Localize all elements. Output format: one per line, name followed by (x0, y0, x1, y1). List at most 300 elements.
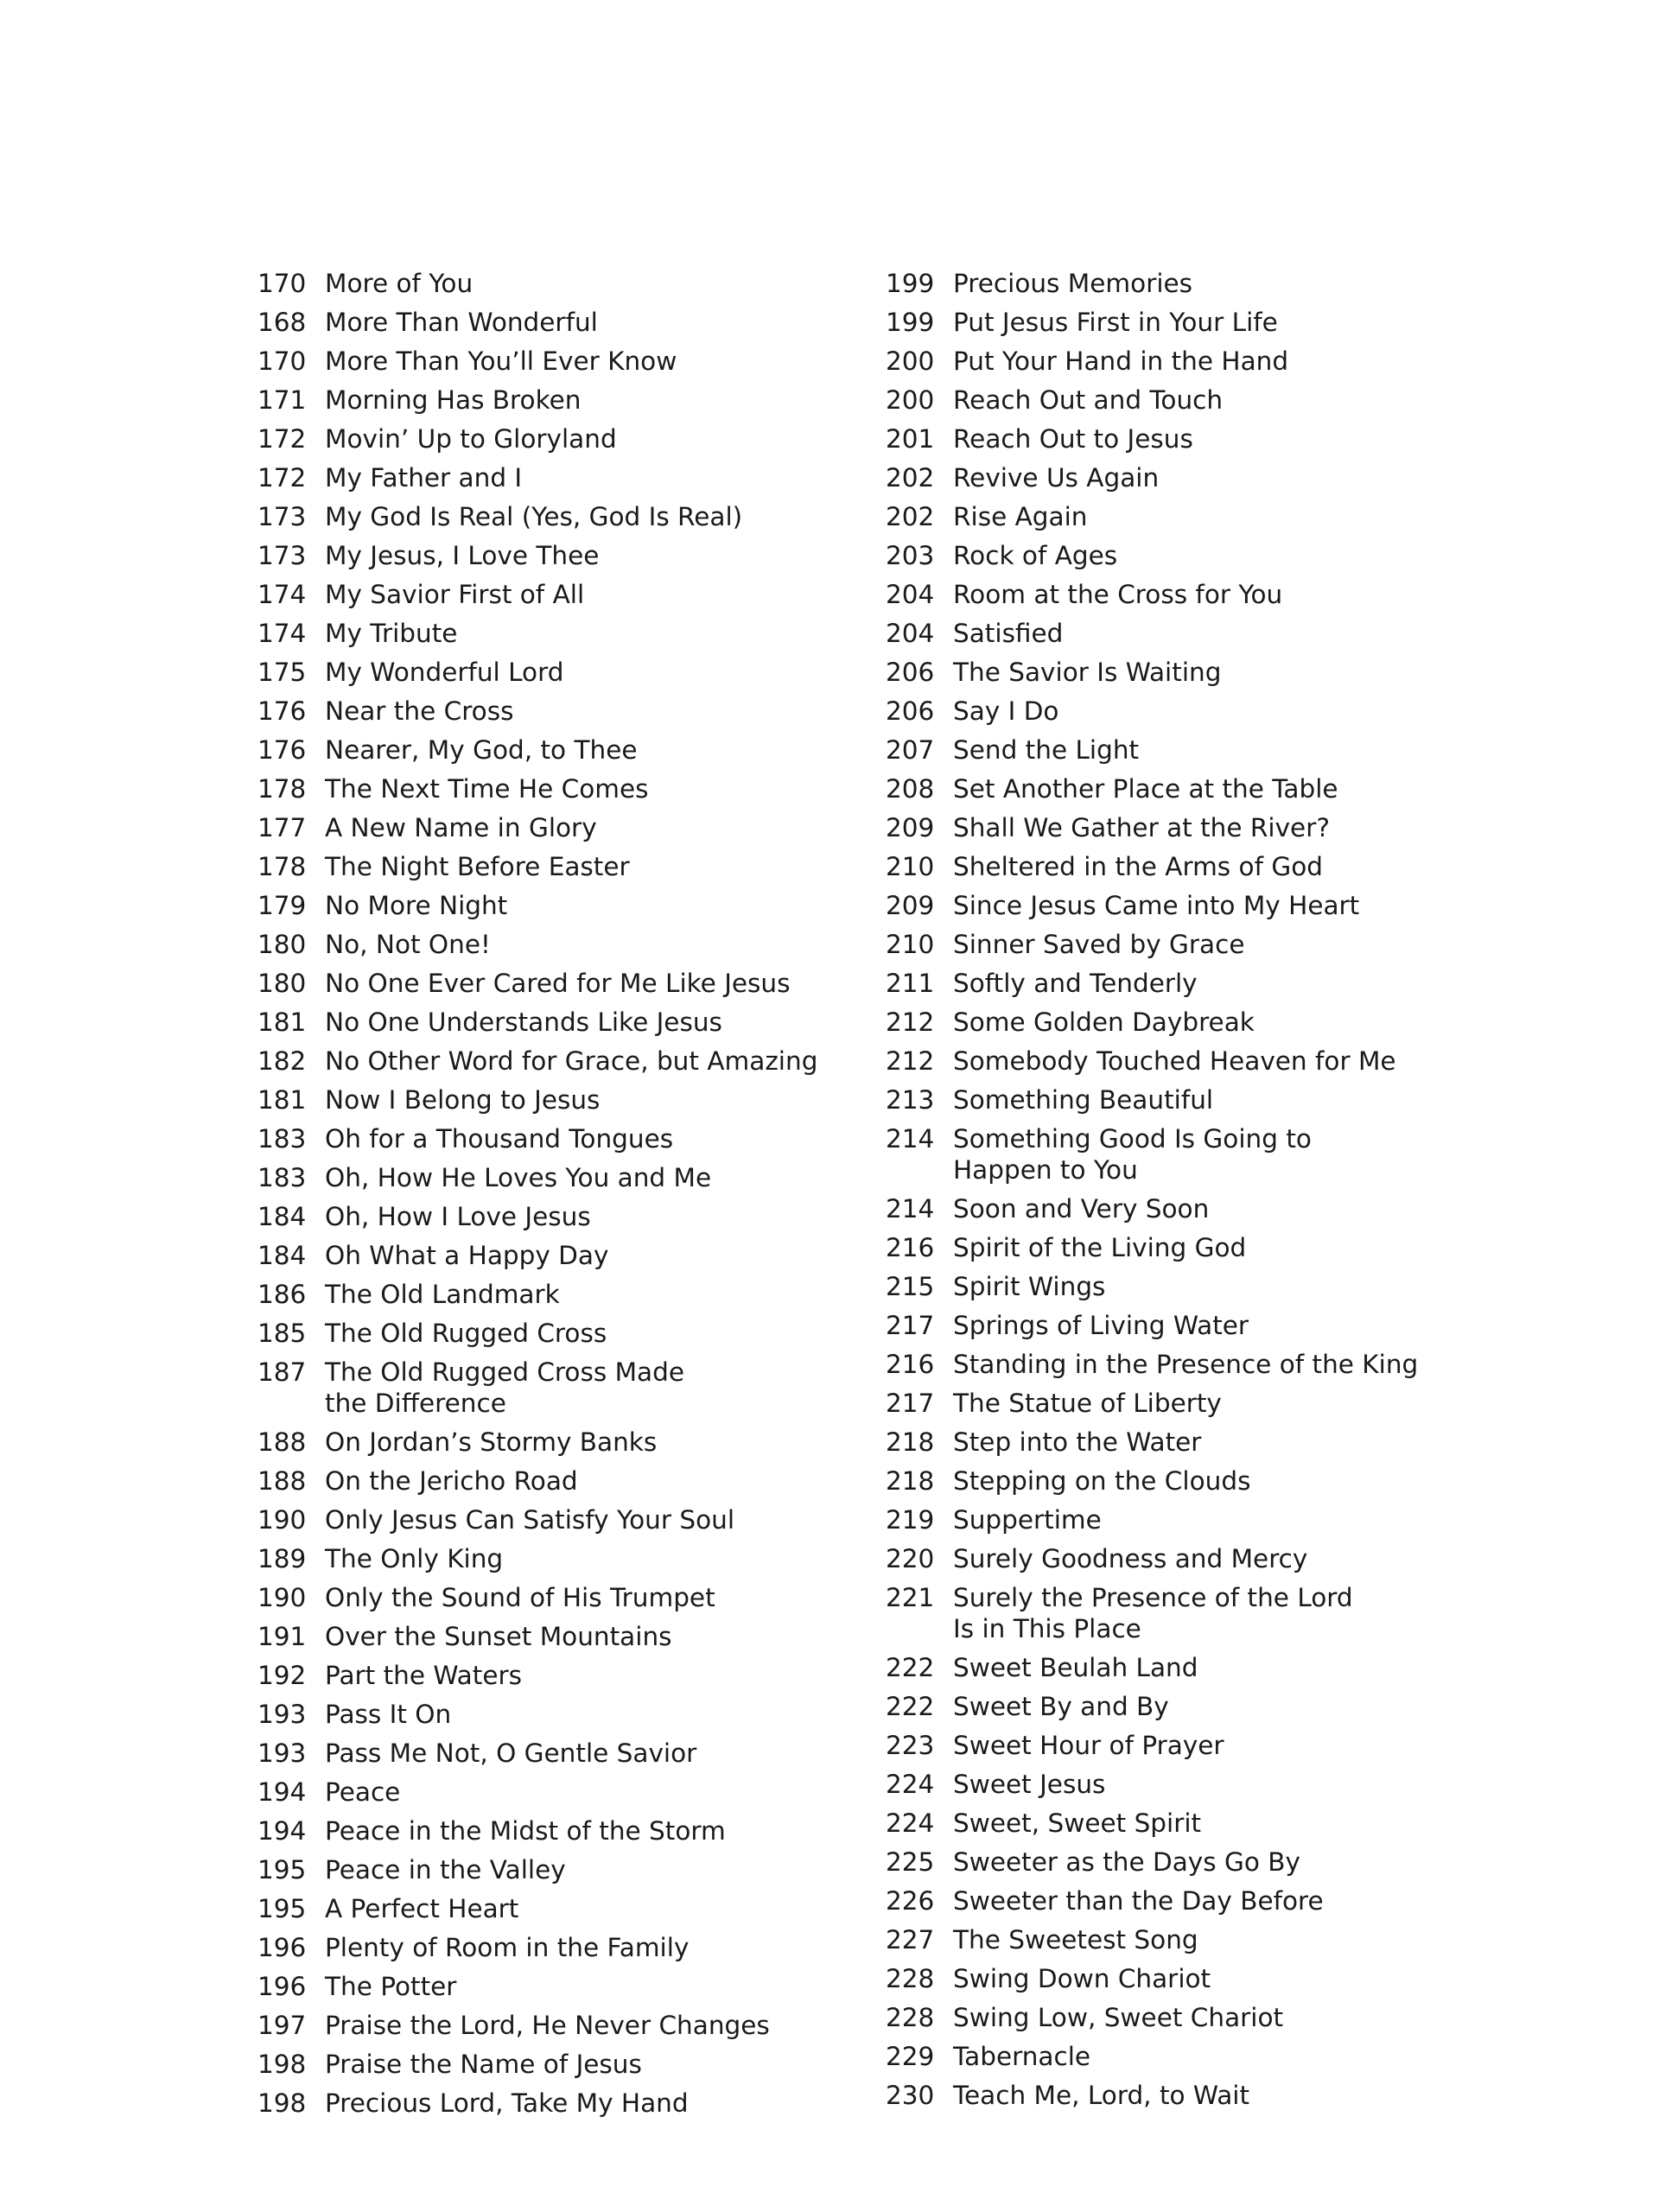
entry-page-number: 214 (886, 1124, 935, 1154)
index-entry (886, 1769, 1542, 1800)
entry-song-title (325, 968, 914, 999)
entry-page-number: 177 (257, 813, 307, 842)
entry-title-line: Room at the Cross for You (953, 580, 1283, 609)
entry-page-number: 226 (886, 1886, 935, 1916)
index-entry (886, 851, 1542, 882)
entry-page-number: 186 (257, 1280, 307, 1309)
entry-song-title (325, 1660, 914, 1691)
entry-title-line: The Potter (325, 1972, 457, 2001)
entry-title-line: Some Golden Daybreak (953, 1007, 1255, 1037)
entry-title-line: The Sweetest Song (953, 1925, 1198, 1955)
entry-song-title (953, 1232, 1542, 1263)
entry-song-title (953, 1465, 1542, 1497)
entry-page-number: 202 (886, 463, 935, 493)
index-entry (257, 1621, 914, 1652)
entry-page-number: 215 (886, 1272, 935, 1301)
entry-title-line: The Only King (325, 1544, 504, 1573)
index-entry (257, 540, 914, 571)
entry-song-title (953, 1808, 1542, 1839)
index-entry (886, 890, 1542, 921)
index-entry (257, 579, 914, 610)
entry-song-title (953, 1769, 1542, 1800)
index-entry (886, 1388, 1542, 1419)
index-entry (257, 851, 914, 882)
entry-title-line: Satisfied (953, 619, 1064, 648)
index-entry (257, 1357, 914, 1419)
entry-page-number: 172 (257, 424, 307, 454)
index-entry (257, 696, 914, 727)
entry-page-number: 228 (886, 1964, 935, 1993)
index-entry (886, 1504, 1542, 1535)
entry-song-title (953, 968, 1542, 999)
entry-song-title (325, 1240, 914, 1271)
index-entry (257, 1504, 914, 1535)
entry-song-title (953, 1730, 1542, 1761)
entry-song-title (325, 1427, 914, 1458)
index-entry (886, 1007, 1542, 1038)
entry-page-number: 203 (886, 541, 935, 570)
index-entry (257, 1279, 914, 1310)
entry-song-title (325, 540, 914, 571)
entry-song-title (953, 1046, 1542, 1077)
entry-title-line: No, Not One! (325, 930, 491, 959)
entry-song-title (953, 1963, 1542, 1994)
entry-song-title (325, 734, 914, 766)
entry-song-title (953, 579, 1542, 610)
entry-song-title (953, 1847, 1542, 1878)
entry-title-line: Tabernacle (953, 2042, 1091, 2071)
entry-page-number: 181 (257, 1007, 307, 1037)
entry-song-title (325, 1201, 914, 1232)
index-entry (257, 1543, 914, 1574)
entry-title-line: Peace in the Valley (325, 1855, 566, 1885)
entry-title-line: Send the Light (953, 735, 1140, 765)
index-entry (886, 657, 1542, 688)
entry-song-title (325, 501, 914, 532)
entry-song-title (325, 2010, 914, 2041)
entry-page-number: 193 (257, 1738, 307, 1768)
index-entry (886, 1427, 1542, 1458)
entry-song-title (325, 2049, 914, 2080)
entry-song-title (325, 1357, 914, 1419)
entry-page-number: 195 (257, 1855, 307, 1885)
entry-title-line: Put Jesus First in Your Life (953, 308, 1278, 337)
entry-title-line: Oh, How I Love Jesus (325, 1202, 591, 1231)
entry-page-number: 180 (257, 930, 307, 959)
entry-page-number: 176 (257, 735, 307, 765)
index-entry (886, 1885, 1542, 1916)
entry-song-title (953, 1543, 1542, 1574)
entry-title-line: Sinner Saved by Grace (953, 930, 1245, 959)
entry-title-line: Plenty of Room in the Family (325, 1933, 690, 1962)
index-entry (886, 1271, 1542, 1302)
entry-song-title (953, 1427, 1542, 1458)
entry-song-title (325, 696, 914, 727)
entry-song-title (953, 501, 1542, 532)
index-entry (886, 1046, 1542, 1077)
entry-page-number: 221 (886, 1583, 935, 1612)
entry-page-number: 174 (257, 619, 307, 648)
entry-title-line: Step into the Water (953, 1427, 1202, 1457)
index-entry (257, 307, 914, 338)
entry-song-title (953, 657, 1542, 688)
entry-song-title (953, 2080, 1542, 2111)
entry-page-number: 229 (886, 2042, 935, 2071)
index-entry (257, 1815, 914, 1847)
entry-page-number: 179 (257, 891, 307, 920)
entry-page-number: 190 (257, 1583, 307, 1612)
entry-title-line: The Old Landmark (325, 1280, 560, 1309)
entry-song-title (325, 618, 914, 649)
entry-page-number: 187 (257, 1357, 307, 1387)
entry-title-line: On Jordan’s Stormy Banks (325, 1427, 658, 1457)
entry-song-title (325, 929, 914, 960)
entry-title-line: the Difference (325, 1389, 506, 1418)
entry-song-title (953, 773, 1542, 804)
index-entry (257, 1971, 914, 2002)
entry-title-line: Sweet, Sweet Spirit (953, 1808, 1202, 1838)
entry-song-title (953, 2002, 1542, 2033)
entry-page-number: 196 (257, 1972, 307, 2001)
index-entry (257, 385, 914, 416)
entry-page-number: 227 (886, 1925, 935, 1955)
entry-page-number: 196 (257, 1933, 307, 1962)
entry-page-number: 168 (257, 308, 307, 337)
index-entry (257, 929, 914, 960)
index-entry (257, 1007, 914, 1038)
entry-page-number: 224 (886, 1770, 935, 1799)
entry-song-title (325, 1084, 914, 1116)
entry-page-number: 225 (886, 1847, 935, 1877)
entry-page-number: 212 (886, 1007, 935, 1037)
entry-song-title (953, 1652, 1542, 1683)
index-entry (257, 2049, 914, 2080)
entry-title-line: Precious Memories (953, 269, 1193, 298)
entry-title-line: Sweet By and By (953, 1692, 1169, 1721)
entry-song-title (953, 851, 1542, 882)
entry-song-title (325, 1893, 914, 1924)
entry-song-title (953, 1007, 1542, 1038)
entry-page-number: 178 (257, 852, 307, 881)
index-entry (886, 1652, 1542, 1683)
entry-title-line: The Old Rugged Cross Made (325, 1357, 684, 1387)
entry-page-number: 213 (886, 1085, 935, 1115)
entry-page-number: 217 (886, 1311, 935, 1340)
index-entry (257, 734, 914, 766)
entry-song-title (325, 851, 914, 882)
entry-title-line: Happen to You (953, 1155, 1138, 1185)
entry-song-title (325, 579, 914, 610)
entry-page-number: 172 (257, 463, 307, 493)
entry-page-number: 170 (257, 346, 307, 376)
entry-title-line: Only the Sound of His Trumpet (325, 1583, 715, 1612)
entry-title-line: My Wonderful Lord (325, 658, 564, 687)
entry-title-line: Standing in the Presence of the King (953, 1350, 1419, 1379)
entry-page-number: 195 (257, 1894, 307, 1923)
entry-song-title (953, 2041, 1542, 2072)
entry-title-line: The Next Time He Comes (325, 774, 649, 804)
entry-title-line: Suppertime (953, 1505, 1102, 1535)
entry-song-title (953, 1310, 1542, 1341)
index-entry (257, 1777, 914, 1808)
entry-song-title (325, 346, 914, 377)
entry-page-number: 219 (886, 1505, 935, 1535)
entry-title-line: Oh What a Happy Day (325, 1241, 609, 1270)
entry-title-line: Since Jesus Came into My Heart (953, 891, 1360, 920)
entry-page-number: 209 (886, 813, 935, 842)
entry-page-number: 176 (257, 696, 307, 726)
entry-song-title (953, 618, 1542, 649)
entry-title-line: Teach Me, Lord, to Wait (953, 2081, 1250, 2110)
entry-song-title (953, 1271, 1542, 1302)
index-entry (886, 1808, 1542, 1839)
entry-song-title (325, 1621, 914, 1652)
entry-song-title (325, 812, 914, 843)
entry-song-title (953, 1349, 1542, 1380)
entry-title-line: Sweeter than the Day Before (953, 1886, 1324, 1916)
entry-page-number: 208 (886, 774, 935, 804)
entry-song-title (325, 773, 914, 804)
entry-page-number: 191 (257, 1622, 307, 1651)
entry-song-title (953, 385, 1542, 416)
entry-page-number: 197 (257, 2011, 307, 2040)
entry-title-line: Somebody Touched Heaven for Me (953, 1046, 1396, 1076)
entry-title-line: No One Ever Cared for Me Like Jesus (325, 969, 791, 998)
index-entry (257, 773, 914, 804)
entry-song-title (953, 540, 1542, 571)
index-entry (886, 1730, 1542, 1761)
entry-song-title (953, 268, 1542, 299)
index-column-right (886, 268, 1542, 2119)
entry-title-line: Reach Out to Jesus (953, 424, 1193, 454)
entry-title-line: Something Good Is Going to (953, 1124, 1312, 1154)
entry-title-line: Near the Cross (325, 696, 514, 726)
entry-title-line: Soon and Very Soon (953, 1194, 1210, 1224)
entry-song-title (953, 1885, 1542, 1916)
entry-song-title (953, 929, 1542, 960)
entry-song-title (953, 1084, 1542, 1116)
entry-title-line: More Than You’ll Ever Know (325, 346, 677, 376)
entry-title-line: No More Night (325, 891, 508, 920)
entry-song-title (325, 423, 914, 454)
entry-page-number: 218 (886, 1427, 935, 1457)
entry-page-number: 206 (886, 696, 935, 726)
index-entry (886, 618, 1542, 649)
entry-title-line: Springs of Living Water (953, 1311, 1249, 1340)
entry-song-title (953, 1504, 1542, 1535)
entry-page-number: 216 (886, 1350, 935, 1379)
entry-title-line: Over the Sunset Mountains (325, 1622, 672, 1651)
index-entry (257, 1738, 914, 1769)
entry-title-line: The Night Before Easter (325, 852, 630, 881)
entry-song-title (325, 1465, 914, 1497)
index-entry (886, 462, 1542, 493)
entry-page-number: 217 (886, 1389, 935, 1418)
entry-page-number: 204 (886, 619, 935, 648)
entry-title-line: Reach Out and Touch (953, 385, 1224, 415)
entry-page-number: 178 (257, 774, 307, 804)
entry-title-line: My Tribute (325, 619, 458, 648)
index-entry (886, 1123, 1542, 1185)
entry-song-title (325, 1738, 914, 1769)
entry-title-line: Stepping on the Clouds (953, 1466, 1251, 1496)
index-entry (886, 1847, 1542, 1878)
index-entry (257, 1427, 914, 1458)
entry-song-title (325, 268, 914, 299)
entry-page-number: 184 (257, 1241, 307, 1270)
entry-song-title (325, 1318, 914, 1349)
index-entry (886, 385, 1542, 416)
entry-title-line: Oh for a Thousand Tongues (325, 1124, 674, 1154)
entry-page-number: 224 (886, 1808, 935, 1838)
entry-title-line: Surely Goodness and Mercy (953, 1544, 1308, 1573)
index-entry (886, 1310, 1542, 1341)
entry-title-line: Nearer, My God, to Thee (325, 735, 638, 765)
entry-page-number: 210 (886, 852, 935, 881)
entry-title-line: Say I Do (953, 696, 1059, 726)
entry-song-title (325, 1123, 914, 1154)
entry-song-title (325, 1162, 914, 1193)
index-entry (257, 618, 914, 649)
entry-song-title (953, 890, 1542, 921)
index-entry (886, 1084, 1542, 1116)
entry-title-line: More of You (325, 269, 474, 298)
entry-page-number: 218 (886, 1466, 935, 1496)
entry-page-number: 193 (257, 1700, 307, 1729)
entry-song-title (325, 1815, 914, 1847)
entry-song-title (953, 1193, 1542, 1224)
entry-page-number: 198 (257, 2050, 307, 2079)
entry-title-line: Sweeter as the Days Go By (953, 1847, 1300, 1877)
index-entry (886, 1691, 1542, 1722)
index-entry (886, 540, 1542, 571)
entry-page-number: 228 (886, 2003, 935, 2032)
entry-page-number: 209 (886, 891, 935, 920)
entry-song-title (325, 1543, 914, 1574)
entry-page-number: 170 (257, 269, 307, 298)
index-entry (886, 423, 1542, 454)
entry-title-line: Shall We Gather at the River? (953, 813, 1330, 842)
index-entry (886, 1924, 1542, 1955)
entry-page-number: 204 (886, 580, 935, 609)
entry-title-line: Only Jesus Can Satisfy Your Soul (325, 1505, 735, 1535)
entry-song-title (953, 423, 1542, 454)
entry-page-number: 230 (886, 2081, 935, 2110)
index-entry (886, 1582, 1542, 1644)
entry-title-line: My Jesus, I Love Thee (325, 541, 600, 570)
entry-song-title (953, 734, 1542, 766)
entry-page-number: 174 (257, 580, 307, 609)
index-entry (257, 423, 914, 454)
index-entry (886, 1963, 1542, 1994)
entry-title-line: My God Is Real (Yes, God Is Real) (325, 502, 743, 531)
entry-page-number: 220 (886, 1544, 935, 1573)
index-entry (886, 1232, 1542, 1263)
entry-song-title (325, 1279, 914, 1310)
entry-song-title (953, 346, 1542, 377)
index-entry (886, 307, 1542, 338)
entry-page-number: 189 (257, 1544, 307, 1573)
entry-page-number: 201 (886, 424, 935, 454)
entry-page-number: 173 (257, 541, 307, 570)
entry-title-line: Surely the Presence of the Lord (953, 1583, 1353, 1612)
index-entry (257, 1932, 914, 1963)
index-entry (886, 696, 1542, 727)
entry-song-title (953, 1123, 1542, 1185)
entry-title-line: Revive Us Again (953, 463, 1160, 493)
entry-title-line: Part the Waters (325, 1661, 522, 1690)
index-entry (257, 1660, 914, 1691)
entry-song-title (325, 657, 914, 688)
entry-title-line: Swing Low, Sweet Chariot (953, 2003, 1284, 2032)
entry-page-number: 207 (886, 735, 935, 765)
index-entry (257, 812, 914, 843)
entry-title-line: Put Your Hand in the Hand (953, 346, 1289, 376)
entry-title-line: Something Beautiful (953, 1085, 1214, 1115)
entry-song-title (953, 1691, 1542, 1722)
entry-song-title (953, 462, 1542, 493)
index-entry (257, 346, 914, 377)
entry-title-line: No One Understands Like Jesus (325, 1007, 722, 1037)
entry-page-number: 183 (257, 1163, 307, 1192)
entry-song-title (953, 1582, 1542, 1644)
index-entry (886, 268, 1542, 299)
index-entry (886, 2002, 1542, 2033)
entry-title-line: Sweet Jesus (953, 1770, 1106, 1799)
index-entry (257, 1201, 914, 1232)
entry-title-line: Rock of Ages (953, 541, 1118, 570)
entry-page-number: 194 (257, 1777, 307, 1807)
entry-title-line: Praise the Name of Jesus (325, 2050, 642, 2079)
entry-page-number: 171 (257, 385, 307, 415)
entry-song-title (325, 1932, 914, 1963)
entry-page-number: 222 (886, 1692, 935, 1721)
index-entry (257, 1465, 914, 1497)
index-entry (886, 501, 1542, 532)
entry-page-number: 199 (886, 308, 935, 337)
entry-title-line: Sweet Beulah Land (953, 1653, 1198, 1682)
entry-song-title (325, 1007, 914, 1038)
entry-title-line: Spirit of the Living God (953, 1233, 1247, 1262)
index-entry (257, 1318, 914, 1349)
index-entry (257, 1162, 914, 1193)
entry-song-title (325, 2088, 914, 2119)
entry-page-number: 182 (257, 1046, 307, 1076)
entry-song-title (953, 1924, 1542, 1955)
entry-page-number: 202 (886, 502, 935, 531)
entry-song-title (953, 696, 1542, 727)
entry-page-number: 185 (257, 1319, 307, 1348)
index-entry (886, 579, 1542, 610)
entry-title-line: A Perfect Heart (325, 1894, 519, 1923)
entry-page-number: 200 (886, 385, 935, 415)
index-entry (257, 657, 914, 688)
entry-title-line: Sweet Hour of Prayer (953, 1731, 1224, 1760)
entry-page-number: 206 (886, 658, 935, 687)
entry-page-number: 210 (886, 930, 935, 959)
entry-song-title (325, 307, 914, 338)
index-entry (257, 1854, 914, 1885)
index-entry (886, 734, 1542, 766)
entry-title-line: Swing Down Chariot (953, 1964, 1211, 1993)
entry-title-line: The Old Rugged Cross (325, 1319, 607, 1348)
entry-page-number: 200 (886, 346, 935, 376)
entry-title-line: On the Jericho Road (325, 1466, 578, 1496)
index-entry (257, 2088, 914, 2119)
entry-page-number: 199 (886, 269, 935, 298)
entry-title-line: The Statue of Liberty (953, 1389, 1222, 1418)
index-entry (257, 1046, 914, 1077)
